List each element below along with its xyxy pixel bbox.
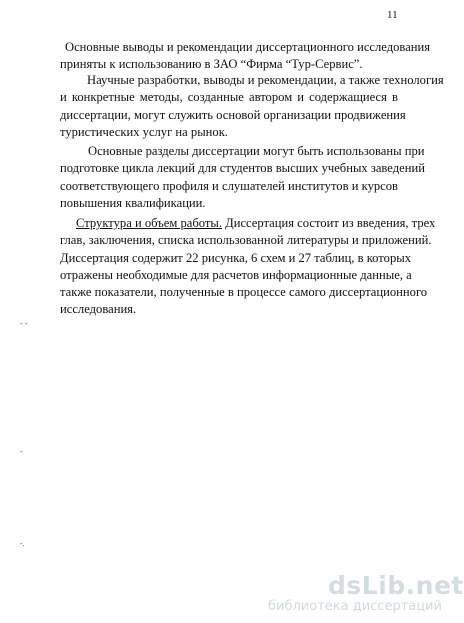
section-heading-underlined: Структура и объем работы. — [76, 216, 222, 230]
text-line: подготовке цикла лекций для студентов высших учебных заведений — [60, 161, 425, 176]
scan-mark: - - — [20, 319, 28, 328]
paragraph-structure — [60, 215, 436, 319]
text-line: повышения квалификации. — [60, 195, 206, 210]
text-line: также показатели, полученные в процессе самого диссертационного — [60, 285, 428, 300]
text-line: Основные выводы и рекомендации диссертационного исследования — [65, 40, 431, 54]
scan-mark: - — [20, 447, 23, 456]
paragraph-scientific-results — [60, 72, 444, 141]
text-line: Основные разделы диссертации могут быть использованы при — [88, 144, 425, 158]
watermark-subtitle: библиотека диссертаций — [268, 599, 442, 614]
text-line: Научные разработки, выводы и рекомендации, а также технология — [87, 73, 444, 87]
text-line: приняты к использованию в ЗАО “Фирма “Тур-Сервис”. — [60, 57, 363, 72]
text-line: отражены необходимые для расчетов информационные данные, а — [60, 267, 412, 282]
text-line: и конкретные методы, созданные автором и содержащиеся в — [60, 90, 398, 105]
paragraph-conclusions — [60, 39, 431, 74]
text-line: Диссертация содержит 22 рисунка, 6 схем и 27 таблиц, в которых — [60, 250, 412, 265]
text-line: диссертации, могут служить основой организации продвижения — [60, 107, 406, 122]
text-line: глав, заключения, списка использованной литературы и приложений. — [60, 233, 432, 248]
text-line: туристических услуг на рынок. — [60, 124, 228, 139]
text-fragment: Диссертация состоит из введения, трех — [221, 216, 436, 230]
text-line: исследования. — [60, 302, 137, 317]
text-line: соответствующего профиля и слушателей институтов и курсов — [60, 178, 398, 193]
page-number: 11 — [387, 9, 398, 21]
paragraph-usage — [60, 143, 425, 212]
watermark — [268, 571, 464, 614]
text-line — [60, 215, 436, 232]
scan-mark: -. — [20, 539, 25, 548]
watermark-logo: dsLib.net — [328, 571, 464, 600]
